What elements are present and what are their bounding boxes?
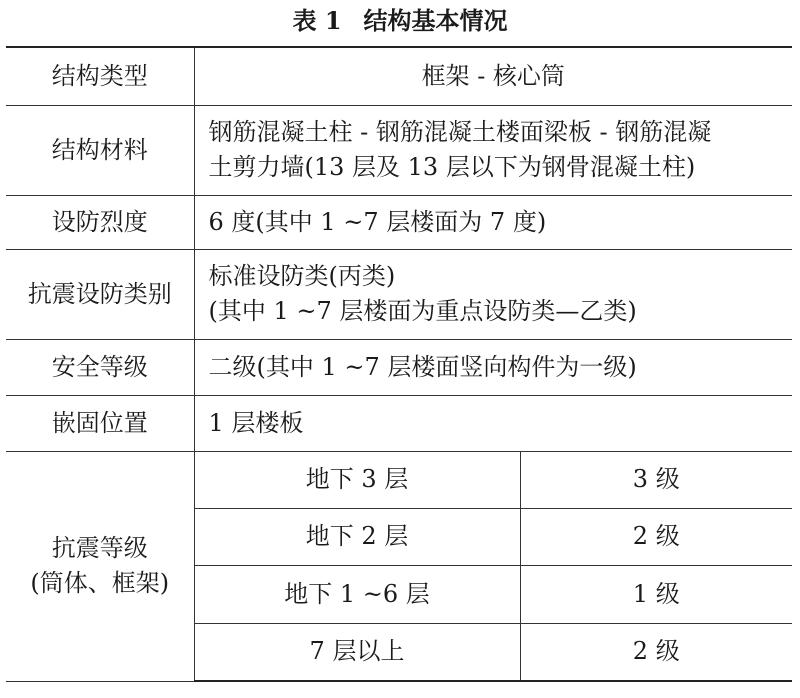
row-label: 设防烈度 (6, 195, 194, 249)
row-label: 结构材料 (6, 105, 194, 195)
seismic-floor: 地下 3 层 (194, 451, 520, 508)
table-row (6, 47, 792, 105)
seismic-grade: 2 级 (520, 623, 792, 681)
row-value (194, 105, 792, 195)
seismic-floor: 地下 2 层 (194, 508, 520, 565)
seismic-grade: 1 级 (520, 565, 792, 623)
table-row (6, 249, 792, 339)
seismic-label (6, 451, 194, 681)
seismic-grade: 3 级 (520, 451, 792, 508)
row-label: 抗震设防类别 (6, 249, 194, 339)
row-value-line: (其中 1 ~7 层楼面为重点设防类—乙类) (208, 297, 637, 325)
row-label: 安全等级 (6, 339, 194, 395)
row-value-line: 土剪力墙(13 层及 13 层以下为钢骨混凝土柱) (208, 153, 696, 181)
table-row (6, 339, 792, 395)
row-label: 嵌固位置 (6, 395, 194, 451)
table-row (6, 195, 792, 249)
row-value (194, 249, 792, 339)
row-value: 6 度(其中 1 ~7 层楼面为 7 度) (194, 195, 792, 249)
seismic-floor: 地下 1 ~6 层 (194, 565, 520, 623)
table-number: 表 1 (292, 6, 342, 35)
table-title: 结构基本情况 (363, 6, 508, 35)
seismic-floor: 7 层以上 (194, 623, 520, 681)
seismic-label-line: 抗震等级 (51, 534, 148, 562)
structure-info-table (6, 46, 792, 682)
row-value-line: 标准设防类(丙类) (208, 262, 396, 290)
table-row (6, 395, 792, 451)
row-value: 1 层楼板 (194, 395, 792, 451)
table-caption (0, 4, 800, 38)
row-value: 框架 - 核心筒 (194, 47, 792, 105)
row-value: 二级(其中 1 ~7 层楼面竖向构件为一级) (194, 339, 792, 395)
seismic-label-line: (筒体、框架) (30, 569, 170, 597)
table-row (6, 451, 792, 508)
row-value-line: 钢筋混凝土柱 - 钢筋混凝土楼面梁板 - 钢筋混凝 (208, 118, 712, 146)
seismic-grade: 2 级 (520, 508, 792, 565)
table-row (6, 105, 792, 195)
row-label: 结构类型 (6, 47, 194, 105)
